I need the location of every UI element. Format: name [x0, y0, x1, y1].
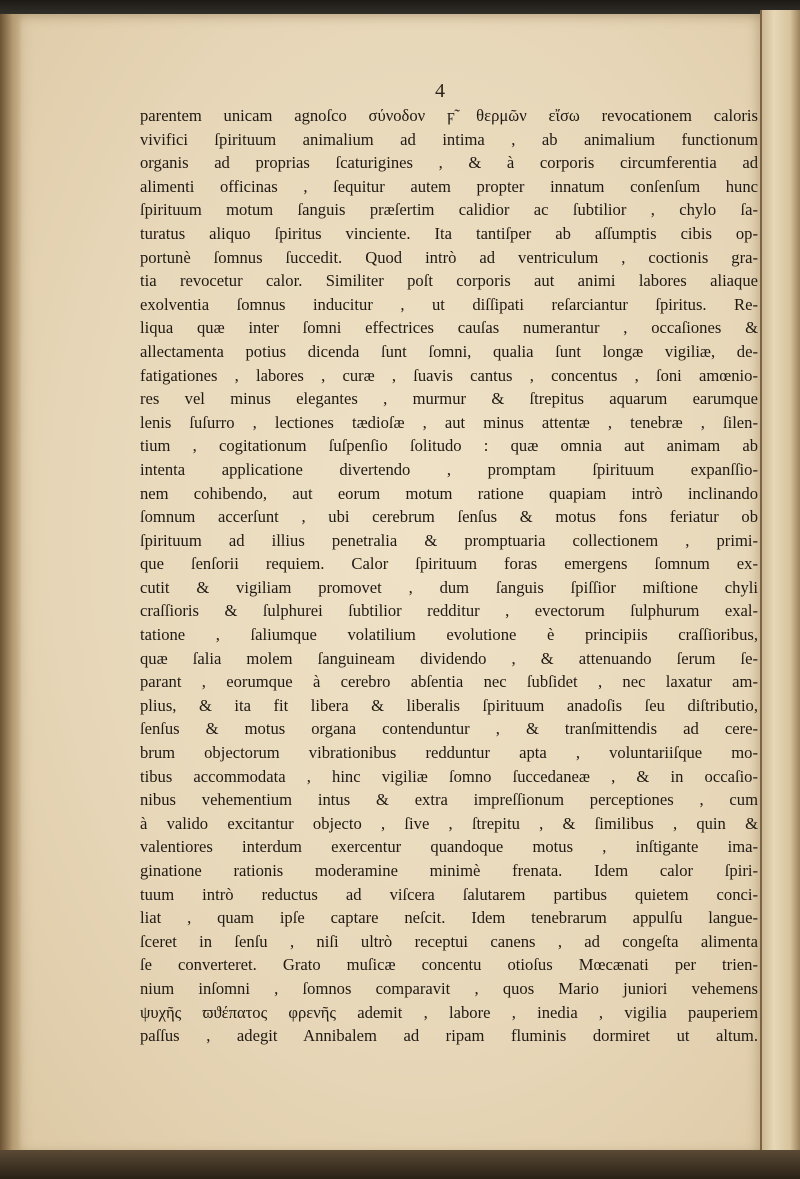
text-line: liat , quam ipſe captare neſcit. Idem tenebrarum appulſu langue-	[140, 908, 758, 928]
text-line: valentiores interdum exercentur quandoque motus , inſtigante ima-	[140, 837, 758, 857]
text-line: ψυχῆς ϖϑέπατος φρενῆς ademit , labore , inedia , vigilia pauperiem	[140, 1002, 758, 1022]
text-line: ginatione rationis moderamine minimè frenata. Idem calor ſpiri-	[140, 861, 758, 880]
text-line: ſceret in ſenſu , niſi ultrò receptui canens , ad congeſta alimenta	[140, 931, 758, 951]
text-line: organis ad proprias ſcaturigines , & à corporis circumferentia ad	[140, 153, 758, 173]
scanner-bottom-edge	[0, 1150, 800, 1179]
page-number: 4	[435, 80, 445, 102]
text-line: lenis ſuſurro , lectiones tædioſæ , aut minus attentæ , tenebræ , ſilen-	[140, 412, 758, 432]
text-line: nibus vehementium intus & extra impreſſionum perceptiones , cum	[140, 790, 758, 810]
text-line: paſſus , adegit Annibalem ad ripam fluminis dormiret ut altum.	[140, 1026, 758, 1046]
text-line: allectamenta potius dicenda ſunt ſomni, qualia ſunt longæ vigiliæ, de-	[140, 341, 758, 361]
text-line: ſpirituum ad illius penetralia & promptuaria collectionem , primi-	[140, 530, 758, 550]
text-line: nem cohibendo, aut eorum motum ratione quapiam intrò inclinando	[140, 483, 758, 503]
text-line: craſſioris & ſulphurei ſubtilior redditur , evectorum ſulphurum exal-	[140, 601, 758, 621]
text-line: plius, & ita fit libera & liberalis ſpirituum anadoſis ſeu diſtributio,	[140, 695, 758, 715]
text-line: ſe converteret. Grato muſicæ concentu otioſus Mœcænati per trien-	[140, 955, 758, 975]
text-line: liqua quæ inter ſomni effectrices cauſas numerantur , occaſiones &	[140, 318, 758, 338]
text-line: brum objectorum vibrationibus redduntur apta , voluntariiſque mo-	[140, 743, 758, 763]
text-line: parentem unicam agnoſco σύνοδον ϝ̃ θερμῶν εἴσω revocationem caloris	[140, 106, 758, 125]
text-line: res vel minus elegantes , murmur & ſtrepitus aquarum earumque	[140, 389, 758, 409]
text-line: alimenti officinas , ſequitur autem propter innatum conſenſum hunc	[140, 176, 758, 196]
text-line: intenta applicatione divertendo , promptam ſpirituum expanſſio-	[140, 459, 758, 479]
text-line: ſenſus & motus organa contenduntur , & tranſmittendis ad cere-	[140, 719, 758, 739]
text-line: tium , cogitationum ſuſpenſio ſolitudo : quæ omnia aut animam ab	[140, 436, 758, 456]
text-line: portunè ſomnus ſuccedit. Quod intrò ad ventriculum , coctionis gra-	[140, 247, 758, 267]
text-line: ſpirituum motum ſanguis præſertim calidior ac ſubtilior , chylo ſa-	[140, 200, 758, 220]
text-line: fatigationes , labores , curæ , ſuavis cantus , concentus , ſoni amœnio-	[140, 365, 758, 385]
text-line: exolventia ſomnus inducitur , ut diſſipati reſarciantur ſpiritus. Re-	[140, 294, 758, 314]
text-line: parant , eorumque à cerebro abſentia nec ſubſidet , nec laxatur am-	[140, 672, 758, 692]
text-line: à valido excitantur objecto , ſive , ſtrepitu , & ſimilibus , quin &	[140, 813, 758, 833]
body-text	[140, 104, 758, 1048]
text-line: cutit & vigiliam promovet , dum ſanguis ſpiſſior miſtione chyli	[140, 577, 758, 597]
text-line: tuum intrò reductus ad viſcera ſalutarem partibus quietem conci-	[140, 884, 758, 904]
text-line: que ſenſorii requiem. Calor ſpirituum foras emergens ſomnum ex-	[140, 554, 758, 574]
text-line: ſomnum accerſunt , ubi cerebrum ſenſus & motus fons feriatur ob	[140, 507, 758, 527]
text-line: turatus aliquo ſpiritus vinciente. Ita tantiſper ab aſſumptis cibis op-	[140, 223, 758, 243]
text-line: tia revocetur calor. Similiter poſt corporis aut animi labores aliaque	[140, 271, 758, 291]
text-line: tibus accommodata , hinc vigiliæ ſomno ſuccedaneæ , & in occaſio-	[140, 766, 758, 786]
text-line: tatione , ſaliumque volatilium evolutione è principiis craſſioribus,	[140, 625, 758, 645]
text-line: vivifici ſpirituum animalium ad intima , ab animalium functionum	[140, 129, 758, 149]
text-line: nium inſomni , ſomnos comparavit , quos Mario juniori vehemens	[140, 978, 758, 998]
page-stack-edge	[760, 10, 800, 1160]
text-line: quæ ſalia molem ſanguineam dividendo , & attenuando ſerum ſe-	[140, 648, 758, 668]
page-gutter-shadow	[0, 14, 22, 1156]
